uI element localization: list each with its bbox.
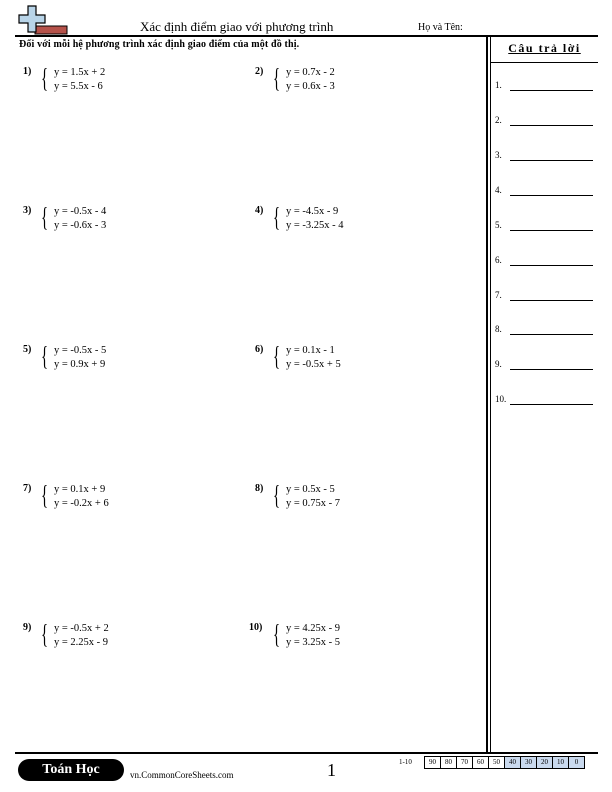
brace-icon: { [41, 202, 49, 232]
site-url: vn.CommonCoreSheets.com [130, 770, 234, 780]
brace-icon: { [273, 480, 281, 510]
answer-row[interactable] [495, 394, 595, 408]
score-cell: 0 [568, 756, 585, 769]
problem [255, 63, 455, 96]
instructions: Đối với mỗi hệ phương trình xác định giao điểm của một đồ thị. [19, 39, 300, 50]
equation-2: y = 3.25x - 5 [286, 637, 341, 648]
answer-blank[interactable] [510, 265, 593, 266]
equation-2: y = 0.9x + 9 [54, 359, 106, 370]
answer-blank[interactable] [510, 195, 593, 196]
answer-number: 2. [495, 115, 502, 125]
answer-title-divider [491, 62, 598, 63]
score-cell: 90 [424, 756, 441, 769]
problem [23, 341, 223, 374]
score-table [399, 756, 584, 768]
problem [255, 341, 455, 374]
score-cell: 40 [504, 756, 521, 769]
equation-2: y = 2.25x - 9 [54, 637, 109, 648]
brand-badge: Toán Học [18, 759, 124, 781]
brace-icon: { [273, 63, 281, 93]
problem-number: 2) [255, 66, 264, 77]
equation-1: y = 4.25x - 9 [286, 623, 341, 634]
answer-number: 6. [495, 255, 502, 265]
problem-number: 8) [255, 483, 264, 494]
answer-row[interactable] [495, 80, 595, 94]
equation-1: y = 0.1x + 9 [54, 484, 106, 495]
problem-number: 7) [23, 483, 32, 494]
brace-icon: { [41, 480, 49, 510]
name-label: Họ và Tên: [418, 22, 463, 33]
answer-row[interactable] [495, 255, 595, 269]
equation-1: y = -4.5x - 9 [286, 206, 339, 217]
problem [23, 480, 223, 513]
score-range-label: 1-10 [399, 758, 412, 766]
answer-blank[interactable] [510, 160, 593, 161]
answer-number: 1. [495, 80, 502, 90]
equation-1: y = 0.5x - 5 [286, 484, 335, 495]
equation-1: y = 0.7x - 2 [286, 67, 335, 78]
equation-2: y = -0.5x + 5 [286, 359, 341, 370]
brace-icon: { [273, 202, 281, 232]
problem-number: 6) [255, 344, 264, 355]
score-cell: 60 [472, 756, 489, 769]
problem-number: 4) [255, 205, 264, 216]
problem [255, 202, 455, 235]
equation-1: y = 0.1x - 1 [286, 345, 335, 356]
equation-1: y = -0.5x + 2 [54, 623, 109, 634]
answer-number: 4. [495, 185, 502, 195]
answer-number: 8. [495, 324, 502, 334]
problem-number: 10) [249, 622, 263, 633]
problem-number: 3) [23, 205, 32, 216]
equation-2: y = -0.2x + 6 [54, 498, 109, 509]
problem-number: 9) [23, 622, 32, 633]
answer-blank[interactable] [510, 230, 593, 231]
header-divider [15, 35, 598, 37]
score-cell: 20 [536, 756, 553, 769]
brace-icon: { [273, 619, 281, 649]
equation-2: y = 0.6x - 3 [286, 81, 335, 92]
answer-column-divider [486, 36, 488, 752]
answer-blank[interactable] [510, 300, 593, 301]
page-title: Xác định điểm giao với phương trình [140, 19, 334, 34]
answer-row[interactable] [495, 359, 595, 373]
answer-number: 10. [495, 394, 507, 404]
answer-number: 9. [495, 359, 502, 369]
equation-1: y = 1.5x + 2 [54, 67, 106, 78]
score-cell: 50 [488, 756, 505, 769]
answer-number: 3. [495, 150, 502, 160]
answer-row[interactable] [495, 185, 595, 199]
answer-row[interactable] [495, 150, 595, 164]
answer-blank[interactable] [510, 404, 593, 405]
equation-1: y = -0.5x - 4 [54, 206, 107, 217]
score-cell: 80 [440, 756, 457, 769]
score-cell: 70 [456, 756, 473, 769]
brace-icon: { [41, 63, 49, 93]
equation-2: y = 5.5x - 6 [54, 81, 103, 92]
equation-2: y = -0.6x - 3 [54, 220, 107, 231]
problem [23, 202, 223, 235]
answer-blank[interactable] [510, 369, 593, 370]
brace-icon: { [41, 341, 49, 371]
answer-blank[interactable] [510, 90, 593, 91]
equation-2: y = -3.25x - 4 [286, 220, 344, 231]
footer-divider [15, 752, 598, 754]
problem [23, 63, 223, 96]
answer-row[interactable] [495, 290, 595, 304]
problem-number: 5) [23, 344, 32, 355]
answer-row[interactable] [495, 220, 595, 234]
score-cell: 10 [552, 756, 569, 769]
brace-icon: { [273, 341, 281, 371]
answer-number: 7. [495, 290, 502, 300]
problem-number: 1) [23, 66, 32, 77]
equation-2: y = 0.75x - 7 [286, 498, 341, 509]
problem [23, 619, 223, 652]
equation-1: y = -0.5x - 5 [54, 345, 107, 356]
answer-row[interactable] [495, 324, 595, 338]
plus-logo-icon [17, 4, 69, 36]
answer-row[interactable] [495, 115, 595, 129]
answer-number: 5. [495, 220, 502, 230]
score-cell: 30 [520, 756, 537, 769]
answer-column-divider-inner [490, 36, 491, 752]
problem [249, 619, 449, 652]
answer-blank[interactable] [510, 125, 593, 126]
answer-blank[interactable] [510, 334, 593, 335]
answer-key-title: Câu trả lời [508, 41, 581, 55]
page-number: 1 [327, 760, 336, 780]
brace-icon: { [41, 619, 49, 649]
problem [255, 480, 455, 513]
